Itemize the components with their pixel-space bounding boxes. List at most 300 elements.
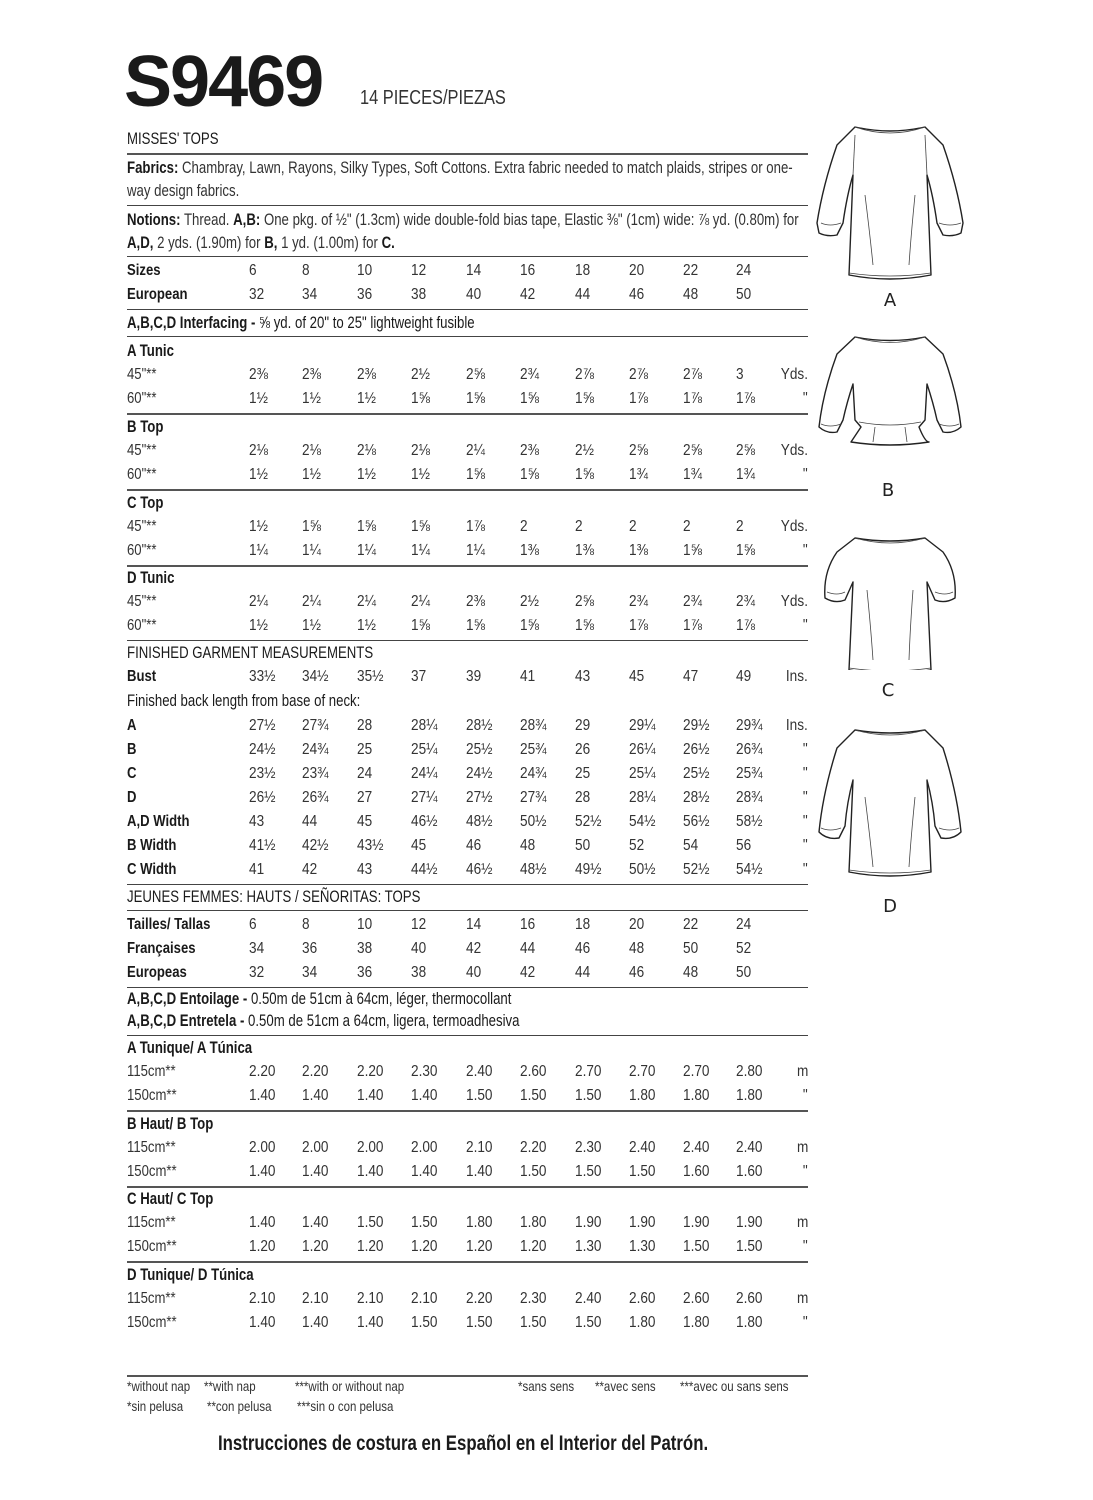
- table-cell: 52½: [575, 813, 602, 830]
- table-cell: 1⅜: [520, 542, 539, 559]
- table-cell: 2⅞: [575, 366, 594, 383]
- table-cell: 8: [302, 916, 310, 933]
- table-cell: 1¼: [411, 542, 430, 559]
- table-cell: 1.80: [520, 1214, 547, 1231]
- row-label: A,D Width: [127, 813, 190, 830]
- table-cell: 37: [411, 668, 427, 685]
- table-cell: 1⅝: [411, 390, 430, 407]
- table-cell: 48: [683, 964, 699, 981]
- table-cell: 45: [411, 837, 427, 854]
- table-cell: 43: [575, 668, 591, 685]
- table-cell: 42: [466, 940, 482, 957]
- table-cell: 39: [466, 668, 482, 685]
- unit: Ins.: [786, 668, 808, 685]
- row-label: Europeas: [127, 964, 187, 981]
- row-label: Sizes: [127, 262, 161, 279]
- notions-text: Thread.: [183, 211, 230, 229]
- table-cell: 38: [357, 940, 373, 957]
- table-cell: 14: [466, 262, 482, 279]
- table-cell: 2: [683, 518, 691, 535]
- footnote: **with nap: [204, 1378, 256, 1394]
- unit: Yds.: [780, 442, 808, 459]
- unit: ": [803, 741, 808, 758]
- table-cell: 1.40: [357, 1087, 384, 1104]
- table-cell: 42: [520, 286, 536, 303]
- footnote: **con pelusa: [207, 1398, 272, 1414]
- table-cell: 24¼: [411, 765, 438, 782]
- view-a-illustration: [815, 115, 965, 311]
- table-cell: 2.60: [736, 1290, 763, 1307]
- view-a-label: A: [883, 290, 897, 311]
- table-cell: 1.50: [411, 1214, 438, 1231]
- category-title: MISSES' TOPS: [127, 130, 219, 148]
- table-cell: 2: [520, 518, 528, 535]
- table-cell: 1⅝: [520, 466, 539, 483]
- table-cell: 2.70: [629, 1063, 656, 1080]
- table-cell: 2⅜: [249, 366, 268, 383]
- table-cell: 2.70: [575, 1063, 602, 1080]
- table-cell: 36: [302, 940, 318, 957]
- table-cell: 1½: [249, 466, 268, 483]
- table-cell: 2.20: [466, 1290, 493, 1307]
- row-label: 150cm**: [127, 1314, 177, 1331]
- table-cell: 20: [629, 262, 645, 279]
- table-cell: 1.40: [302, 1214, 329, 1231]
- table-cell: 1.30: [629, 1238, 656, 1255]
- table-cell: 1.20: [357, 1238, 384, 1255]
- table-cell: 52½: [683, 861, 710, 878]
- table-cell: 1½: [249, 518, 268, 535]
- unit: m: [796, 1290, 808, 1307]
- table-cell: 1⅝: [520, 617, 539, 634]
- table-cell: 1.90: [736, 1214, 763, 1231]
- table-cell: 2⅝: [466, 366, 485, 383]
- unit: ": [803, 765, 808, 782]
- table-cell: 1.50: [575, 1314, 602, 1331]
- table-cell: 1.80: [629, 1087, 656, 1104]
- view-title: B Haut/ B Top: [127, 1115, 214, 1133]
- footnote: *without nap: [127, 1378, 191, 1394]
- table-cell: 33½: [249, 668, 276, 685]
- table-cell: 24½: [466, 765, 493, 782]
- table-cell: 2.00: [357, 1139, 384, 1156]
- metric-section-title: JEUNES FEMMES: HAUTS / SEÑORITAS: TOPS: [127, 888, 421, 906]
- table-cell: 2¼: [411, 593, 430, 610]
- table-cell: 1⅝: [466, 617, 485, 634]
- table-cell: 41½: [249, 837, 276, 854]
- top-puff-short-sleeve-icon: [815, 530, 965, 670]
- view-c-illustration: [815, 530, 965, 701]
- table-cell: 2.70: [683, 1063, 710, 1080]
- table-cell: 52: [736, 940, 752, 957]
- unit: m: [796, 1214, 808, 1231]
- notions-view-label: B,: [264, 234, 278, 252]
- table-cell: 2.30: [575, 1139, 602, 1156]
- row-label: D: [127, 789, 137, 806]
- table-cell: 29¾: [736, 717, 763, 734]
- table-cell: 28¾: [520, 717, 547, 734]
- view-d-label: D: [883, 896, 897, 917]
- table-cell: 47: [683, 668, 699, 685]
- table-cell: 12: [411, 262, 427, 279]
- unit: ": [803, 789, 808, 806]
- row-label: 60"**: [127, 390, 157, 407]
- row-label: 45"**: [127, 593, 157, 610]
- table-cell: 58½: [736, 813, 763, 830]
- table-cell: 29¼: [629, 717, 656, 734]
- divider: [127, 987, 808, 988]
- table-cell: 1⅝: [302, 518, 321, 535]
- table-cell: 46½: [466, 861, 493, 878]
- divider: [127, 1261, 808, 1263]
- table-cell: 50: [683, 940, 699, 957]
- unit: ": [803, 1314, 808, 1331]
- table-row: [127, 916, 808, 940]
- row-label: B: [127, 741, 137, 758]
- row-label: 115cm**: [127, 1139, 176, 1156]
- table-cell: 2¾: [736, 593, 755, 610]
- table-cell: 2⅛: [411, 442, 430, 459]
- table-cell: 43: [249, 813, 265, 830]
- table-cell: 2: [736, 518, 744, 535]
- row-label: 150cm**: [127, 1238, 177, 1255]
- table-cell: 46: [629, 964, 645, 981]
- row-label: 60"**: [127, 466, 157, 483]
- table-cell: 1.90: [629, 1214, 656, 1231]
- table-cell: 40: [466, 286, 482, 303]
- table-cell: 1¼: [466, 542, 485, 559]
- table-cell: 16: [520, 262, 536, 279]
- table-cell: 1.80: [683, 1314, 710, 1331]
- table-cell: 28: [357, 717, 373, 734]
- table-cell: 10: [357, 262, 373, 279]
- table-cell: 49½: [575, 861, 602, 878]
- table-cell: 25¼: [411, 741, 438, 758]
- divider: [127, 153, 808, 155]
- table-cell: 1.40: [411, 1087, 438, 1104]
- table-cell: 2.20: [357, 1063, 384, 1080]
- table-cell: 2¼: [249, 593, 268, 610]
- table-row: [127, 837, 808, 861]
- divider: [127, 640, 808, 641]
- table-cell: 48: [520, 837, 536, 854]
- row-label: 45"**: [127, 366, 157, 383]
- table-cell: 25½: [466, 741, 493, 758]
- label: A,B,C,D Entoilage -: [127, 990, 248, 1008]
- table-cell: 41: [249, 861, 265, 878]
- pattern-number: S9469: [124, 42, 323, 122]
- finished-measurements-title: FINISHED GARMENT MEASUREMENTS: [127, 644, 374, 662]
- table-cell: 42: [302, 861, 318, 878]
- table-cell: 2¾: [683, 593, 702, 610]
- table-cell: 2.40: [683, 1139, 710, 1156]
- row-label: 150cm**: [127, 1163, 177, 1180]
- notions-text: One pkg. of ½" (1.3cm) wide double-fold bias tape, Elastic ⅜" (1cm) wide: ⅞ yd. (0.80m) for: [263, 211, 799, 229]
- table-cell: 1.80: [466, 1214, 493, 1231]
- table-cell: 2.00: [249, 1139, 276, 1156]
- table-cell: 1.40: [357, 1314, 384, 1331]
- interfacing-note: [127, 314, 475, 333]
- divider: [127, 489, 808, 491]
- table-row: [127, 466, 808, 490]
- fabrics-text: Chambray, Lawn, Rayons, Silky Types, Soft Cottons. Extra fabric needed to match plaids, stripes or one-way design fabrics.: [127, 159, 793, 200]
- fabrics-block: [127, 157, 807, 203]
- table-cell: 1⅞: [629, 390, 648, 407]
- table-cell: 2⅞: [629, 366, 648, 383]
- table-row: [127, 765, 808, 789]
- table-cell: 1½: [357, 390, 376, 407]
- view-title: D Tunique/ D Túnica: [127, 1266, 254, 1284]
- table-cell: 1.80: [683, 1087, 710, 1104]
- table-cell: 2.30: [520, 1290, 547, 1307]
- table-row: [127, 442, 808, 466]
- table-cell: 28¼: [411, 717, 438, 734]
- table-cell: 29: [575, 717, 591, 734]
- unit: Yds.: [780, 366, 808, 383]
- table-cell: 24: [736, 262, 752, 279]
- table-cell: 43½: [357, 837, 384, 854]
- table-row: [127, 717, 808, 741]
- divider: [127, 884, 808, 885]
- table-cell: 24¾: [520, 765, 547, 782]
- footnote: ***avec ou sans sens: [680, 1378, 789, 1394]
- table-cell: 1⅝: [466, 466, 485, 483]
- table-cell: 25: [575, 765, 591, 782]
- row-label: C: [127, 765, 137, 782]
- divider: [127, 1110, 808, 1112]
- table-cell: 26: [575, 741, 591, 758]
- table-cell: 1.40: [411, 1163, 438, 1180]
- table-cell: 1.50: [736, 1238, 763, 1255]
- table-cell: 2.60: [629, 1290, 656, 1307]
- table-cell: 26¾: [302, 789, 329, 806]
- table-cell: 22: [683, 916, 699, 933]
- table-cell: 48: [683, 286, 699, 303]
- table-cell: 8: [302, 262, 310, 279]
- table-cell: 1.80: [736, 1087, 763, 1104]
- label: A,B,C,D Interfacing -: [127, 314, 256, 332]
- divider: [127, 1186, 808, 1188]
- table-cell: 48: [629, 940, 645, 957]
- table-cell: 36: [357, 964, 373, 981]
- table-cell: 1¼: [357, 542, 376, 559]
- table-cell: 46: [629, 286, 645, 303]
- table-cell: 32: [249, 286, 265, 303]
- table-cell: 24¾: [302, 741, 329, 758]
- table-cell: 2.60: [520, 1063, 547, 1080]
- table-cell: 12: [411, 916, 427, 933]
- table-cell: 46: [575, 940, 591, 957]
- table-row: [127, 741, 808, 765]
- table-cell: 1.40: [302, 1314, 329, 1331]
- unit: ": [803, 1087, 808, 1104]
- table-cell: 1.50: [575, 1087, 602, 1104]
- notions-text: 2 yds. (1.90m) for: [157, 234, 261, 252]
- table-row: [127, 1139, 808, 1163]
- table-cell: 1.50: [466, 1087, 493, 1104]
- table-row: [127, 1290, 808, 1314]
- table-row: [127, 542, 808, 566]
- notions-label: Notions:: [127, 211, 181, 229]
- divider: [127, 309, 808, 310]
- divider: [127, 413, 808, 415]
- table-cell: 25: [357, 741, 373, 758]
- table-cell: 1.20: [302, 1238, 329, 1255]
- table-cell: 1.40: [357, 1163, 384, 1180]
- table-cell: 2⅛: [357, 442, 376, 459]
- table-row: [127, 1238, 808, 1262]
- unit: ": [803, 542, 808, 559]
- table-cell: 29½: [683, 717, 710, 734]
- table-cell: 1¼: [249, 542, 268, 559]
- table-cell: 25¼: [629, 765, 656, 782]
- table-cell: 1⅝: [575, 617, 594, 634]
- table-cell: 50: [575, 837, 591, 854]
- table-cell: 25½: [683, 765, 710, 782]
- table-cell: 32: [249, 964, 265, 981]
- table-cell: 1⅝: [520, 390, 539, 407]
- pieces-count: 14 PIECES/PIEZAS: [360, 87, 506, 109]
- unit: Yds.: [780, 518, 808, 535]
- table-row: [127, 1214, 808, 1238]
- table-cell: 40: [411, 940, 427, 957]
- table-cell: 27½: [466, 789, 493, 806]
- table-cell: 1⅝: [683, 542, 702, 559]
- table-cell: 24: [736, 916, 752, 933]
- table-cell: 24: [357, 765, 373, 782]
- table-cell: 2⅝: [683, 442, 702, 459]
- tunic-long-sleeve-ruffle-icon: [815, 115, 965, 285]
- table-cell: 2¼: [302, 593, 321, 610]
- table-cell: 27: [357, 789, 373, 806]
- footnote: ***sin o con pelusa: [297, 1398, 394, 1414]
- entoilage-note: [127, 990, 511, 1009]
- table-cell: 2¾: [520, 366, 539, 383]
- row-label: Bust: [127, 668, 157, 685]
- table-row: [127, 1163, 808, 1187]
- table-cell: 50: [736, 286, 752, 303]
- table-cell: 2⅝: [629, 442, 648, 459]
- table-cell: 50½: [629, 861, 656, 878]
- table-cell: 2¼: [466, 442, 485, 459]
- spanish-instructions-note: Instrucciones de costura en Español en el Interior del Patrón.: [218, 1432, 709, 1455]
- table-cell: 1⅝: [736, 542, 755, 559]
- table-cell: 1¼: [302, 542, 321, 559]
- table-cell: 52: [629, 837, 645, 854]
- table-cell: 1½: [302, 390, 321, 407]
- table-cell: 2½: [520, 593, 539, 610]
- table-cell: 14: [466, 916, 482, 933]
- footnote: *sin pelusa: [127, 1398, 184, 1414]
- table-row: [127, 390, 808, 414]
- table-cell: 1.90: [575, 1214, 602, 1231]
- table-cell: 40: [466, 964, 482, 981]
- table-row: [127, 593, 808, 617]
- table-cell: 2: [575, 518, 583, 535]
- unit: ": [803, 617, 808, 634]
- table-cell: 44: [302, 813, 318, 830]
- row-label: C Width: [127, 861, 177, 878]
- table-cell: 1½: [249, 617, 268, 634]
- table-cell: 2.20: [302, 1063, 329, 1080]
- table-cell: 44: [575, 286, 591, 303]
- table-cell: 28¼: [629, 789, 656, 806]
- table-cell: 44: [575, 964, 591, 981]
- row-label: 115cm**: [127, 1063, 176, 1080]
- table-cell: 1.50: [520, 1314, 547, 1331]
- table-cell: 1.40: [466, 1163, 493, 1180]
- table-cell: 28¾: [736, 789, 763, 806]
- table-row: [127, 366, 808, 390]
- table-cell: 1¾: [683, 466, 702, 483]
- notions-text: 1 yd. (1.00m) for: [281, 234, 378, 252]
- table-cell: 1⅞: [736, 617, 755, 634]
- table-cell: 27¾: [520, 789, 547, 806]
- table-cell: 3: [736, 366, 744, 383]
- table-cell: 48½: [520, 861, 547, 878]
- table-cell: 2.00: [302, 1139, 329, 1156]
- table-cell: 1.50: [520, 1087, 547, 1104]
- table-row: [127, 617, 808, 641]
- table-cell: 2¾: [629, 593, 648, 610]
- table-cell: 1.20: [466, 1238, 493, 1255]
- divider: [127, 910, 808, 911]
- divider: [127, 256, 808, 257]
- table-cell: 46: [466, 837, 482, 854]
- table-cell: 1⅞: [629, 617, 648, 634]
- table-cell: 1⅞: [683, 390, 702, 407]
- table-cell: 27¼: [411, 789, 438, 806]
- table-cell: 2½: [575, 442, 594, 459]
- notions-view-label: A,D,: [127, 234, 154, 252]
- table-cell: 41: [520, 668, 536, 685]
- table-cell: 1½: [249, 390, 268, 407]
- table-cell: 1.20: [249, 1238, 276, 1255]
- table-row: [127, 262, 808, 286]
- table-cell: 2.00: [411, 1139, 438, 1156]
- table-cell: 23¾: [302, 765, 329, 782]
- row-label: 150cm**: [127, 1087, 177, 1104]
- unit: Ins.: [786, 717, 808, 734]
- table-cell: 1.40: [302, 1163, 329, 1180]
- text: 0.50m de 51cm à 64cm, léger, thermocollant: [250, 990, 512, 1008]
- table-cell: 2⅛: [249, 442, 268, 459]
- table-row: [127, 286, 808, 310]
- table-cell: 10: [357, 916, 373, 933]
- table-cell: 2.20: [249, 1063, 276, 1080]
- table-cell: 2⅛: [302, 442, 321, 459]
- table-cell: 38: [411, 286, 427, 303]
- table-cell: 50½: [520, 813, 547, 830]
- table-cell: 56: [736, 837, 752, 854]
- table-cell: 54½: [736, 861, 763, 878]
- divider: [127, 205, 808, 206]
- table-cell: 24½: [249, 741, 276, 758]
- table-cell: 1½: [357, 466, 376, 483]
- table-row: [127, 1087, 808, 1111]
- row-label: 60"**: [127, 542, 157, 559]
- row-label: 45"**: [127, 442, 157, 459]
- table-cell: 2.40: [736, 1139, 763, 1156]
- divider: [127, 1035, 808, 1036]
- table-cell: 27¾: [302, 717, 329, 734]
- table-cell: 1.90: [683, 1214, 710, 1231]
- table-cell: 26½: [683, 741, 710, 758]
- table-cell: 34½: [302, 668, 329, 685]
- divider: [127, 565, 808, 567]
- table-cell: 16: [520, 916, 536, 933]
- unit: ": [803, 837, 808, 854]
